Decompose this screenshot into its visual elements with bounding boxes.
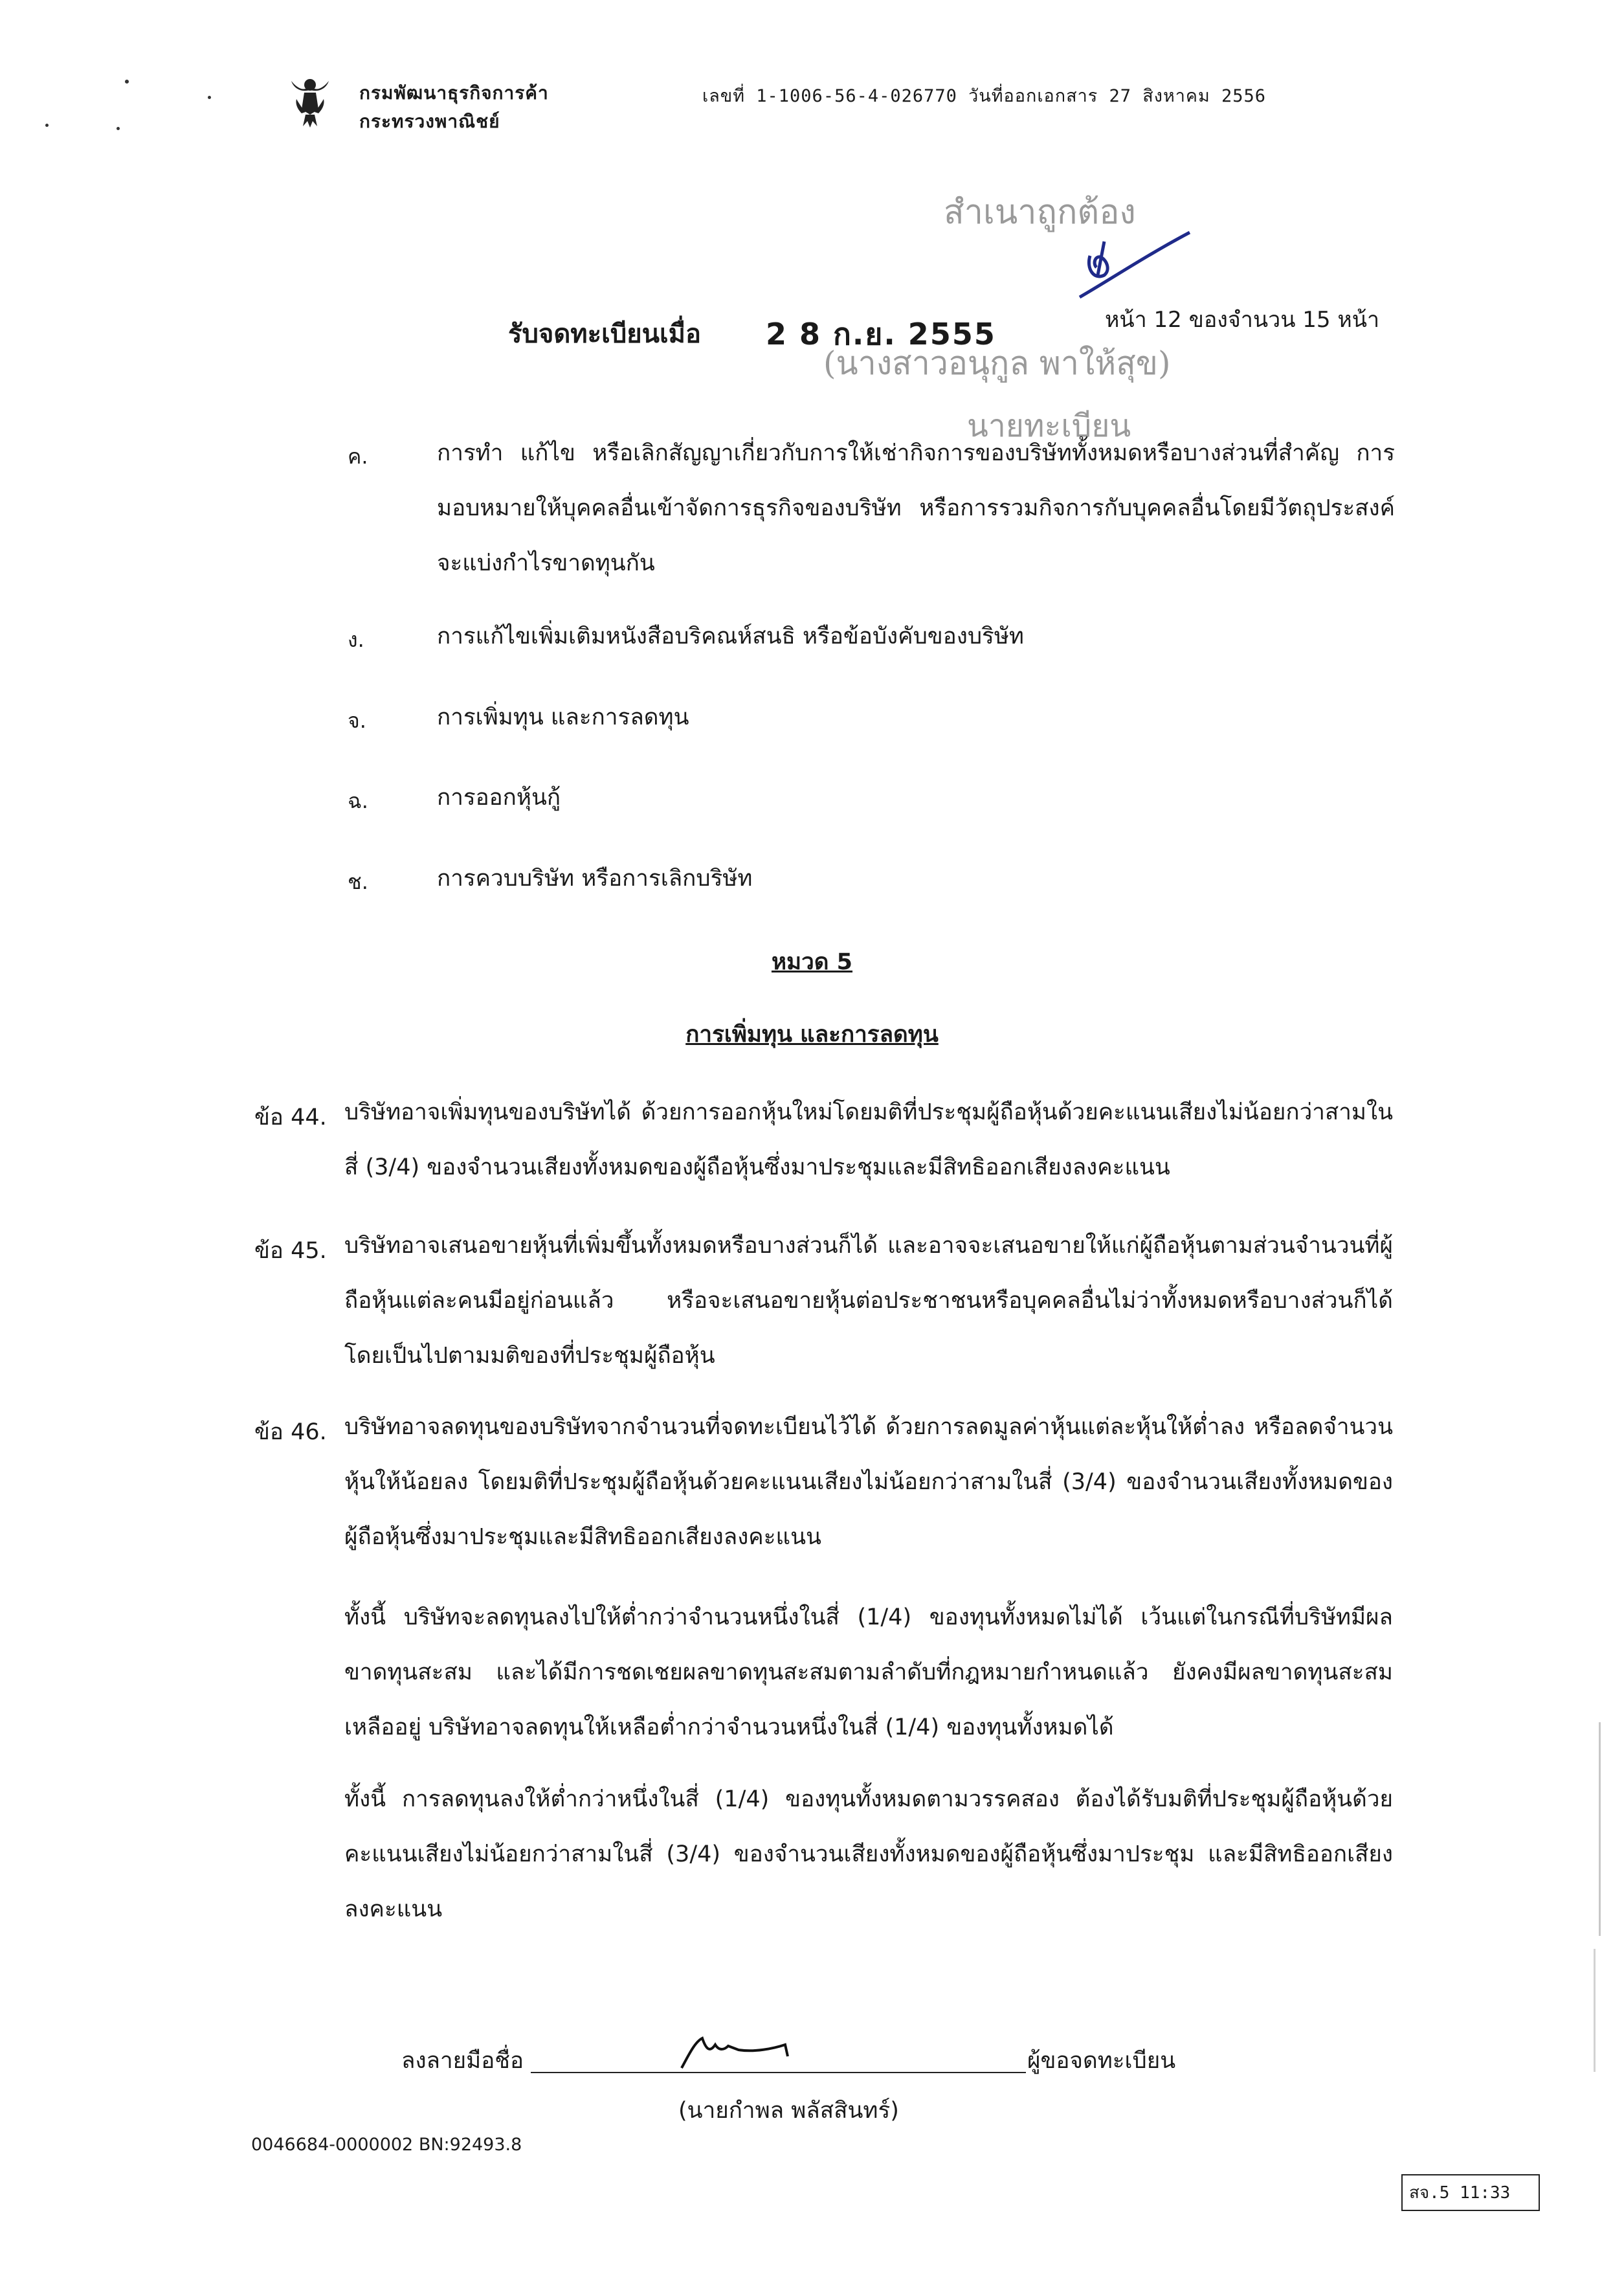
signature-scribble-stamp — [1068, 230, 1197, 311]
item-text: การออกหุ้นกู้ — [437, 785, 561, 811]
signature-line — [531, 2072, 1026, 2073]
clause-text: บริษัทอาจเพิ่มทุนของบริษัทได้ ด้วยการออกหุ้นใหม่โดยมติที่ประชุมผู้ถือหุ้นด้วยคะแนนเสียงไม่น้อยกว่าสามในสี่ (3/4) ของจำนวนเสียงทั้งหมดของผู้ถือหุ้นซึ่งมาประชุมและมีสิทธิออกเสียงลงคะแนน — [344, 1099, 1393, 1180]
scan-speck — [117, 127, 120, 130]
clause-number: ข้อ 46. — [254, 1419, 327, 1445]
chapter-number: หมวด 5 — [771, 949, 853, 975]
item-text: การแก้ไขเพิ่มเติมหนังสือบริคณห์สนธิ หรือข้อบังคับของบริษัท — [437, 624, 1024, 649]
signatory-name: (นายกำพล พลัสสินทร์) — [678, 2098, 899, 2124]
item-text: การเพิ่มทุน และการลดทุน — [437, 704, 689, 730]
item-letter: ฉ. — [348, 789, 368, 813]
clause-number: ข้อ 44. — [254, 1105, 327, 1130]
scan-speck — [45, 124, 49, 127]
registrar-name-stamp: (นางสาวอนุกูล พาให้สุข) — [823, 344, 1171, 382]
signatory-role: ผู้ขอจดทะเบียน — [1027, 2048, 1176, 2074]
department-line-2: กระทรวงพาณิชย์ — [359, 111, 500, 132]
form-code-box: สจ.5 11:33 — [1401, 2174, 1540, 2211]
scan-edge-mark — [1599, 1722, 1601, 1936]
document-reference: 0046684-0000002 BN:92493.8 — [251, 2135, 522, 2155]
document-number: เลขที่ 1-1006-56-4-026770 วันที่ออกเอกสาร 27 สิงหาคม 2556 — [702, 86, 1267, 106]
chapter-title: การเพิ่มทุน และการลดทุน — [685, 1022, 939, 1048]
signature-scribble — [676, 2030, 806, 2071]
registrar-title-stamp: นายทะเบียน — [967, 408, 1131, 444]
item-text: การทำ แก้ไข หรือเลิกสัญญาเกี่ยวกับการให้เช่ากิจการของบริษัททั้งหมดหรือบางส่วนที่สำคัญ การมอบหมายให้บุคคลอื่นเข้าจัดการธุรกิจของบริษัท หรือการรวมกิจการกับบุคคลอื่นโดยมีวัตถุประสงค์จะแบ่งกำไรขาดทุนกัน — [437, 440, 1395, 576]
scan-speck — [125, 80, 129, 84]
scan-edge-mark — [1594, 1949, 1596, 2072]
clause-text: บริษัทอาจเสนอขายหุ้นที่เพิ่มขึ้นทั้งหมดหรือบางส่วนก็ได้ และอาจจะเสนอขายให้แก่ผู้ถือหุ้นตามส่วนจำนวนที่ผู้ถือหุ้นแต่ละคนมีอยู่ก่อนแล้ว หรือจะเสนอขายหุ้นต่อประชาชนหรือบุคคลอื่นไม่ว่าทั้งหมดหรือบางส่วนก็ได้ โดยเป็นไปตามมติของที่ประชุมผู้ถือหุ้น — [344, 1233, 1393, 1369]
item-text: การควบบริษัท หรือการเลิกบริษัท — [437, 866, 753, 892]
clause-text: บริษัทอาจลดทุนของบริษัทจากจำนวนที่จดทะเบียนไว้ได้ ด้วยการลดมูลค่าหุ้นแต่ละหุ้นให้ต่ำลง หรือลดจำนวนหุ้นให้น้อยลง โดยมติที่ประชุมผู้ถือหุ้นด้วยคะแนนเสียงไม่น้อยกว่าสามในสี่ (3/4) ของจำนวนเสียงทั้งหมดของผู้ถือหุ้นซึ่งมาประชุมและมีสิทธิออกเสียงลงคะแนน — [344, 1414, 1393, 1550]
registration-date: 2 8 ก.ย. 2555 — [766, 317, 996, 352]
paragraph: ทั้งนี้ การลดทุนลงให้ต่ำกว่าหนึ่งในสี่ (1/4) ของทุนทั้งหมดตามวรรคสอง ต้องได้รับมติที่ประชุมผู้ถือหุ้นด้วยคะแนนเสียงไม่น้อยกว่าสามในสี่ (3/4) ของจำนวนเสียงทั้งหมดของผู้ถือหุ้นซึ่งมาประชุม และมีสิทธิออกเสียงลงคะแนน — [344, 1786, 1393, 1922]
certified-copy-stamp: สำเนาถูกต้อง — [944, 193, 1136, 232]
department-line-1: กรมพัฒนาธุรกิจการค้า — [359, 82, 549, 104]
item-letter: จ. — [348, 708, 366, 733]
item-letter: ค. — [348, 444, 368, 469]
garuda-emblem-icon — [290, 74, 330, 129]
item-letter: ง. — [348, 627, 364, 652]
clause-number: ข้อ 45. — [254, 1238, 327, 1264]
registration-label: รับจดทะเบียนเมื่อ — [508, 319, 702, 349]
paragraph: ทั้งนี้ บริษัทจะลดทุนลงไปให้ต่ำกว่าจำนวนหนึ่งในสี่ (1/4) ของทุนทั้งหมดไม่ได้ เว้นแต่ในกรณีที่บริษัทมีผลขาดทุนสะสม และได้มีการชดเชยผลขาดทุนสะสมตามลำดับที่กฎหมายกำหนดแล้ว ยังคงมีผลขาดทุนสะสมเหลืออยู่ บริษัทอาจลดทุนให้เหลือต่ำกว่าจำนวนหนึ่งในสี่ (1/4) ของทุนทั้งหมดได้ — [344, 1604, 1393, 1740]
page-number: หน้า 12 ของจำนวน 15 หน้า — [1105, 307, 1380, 333]
scan-speck — [208, 96, 211, 99]
signature-label: ลงลายมือชื่อ — [401, 2048, 524, 2074]
department-name — [359, 79, 549, 136]
item-letter: ช. — [348, 870, 368, 894]
